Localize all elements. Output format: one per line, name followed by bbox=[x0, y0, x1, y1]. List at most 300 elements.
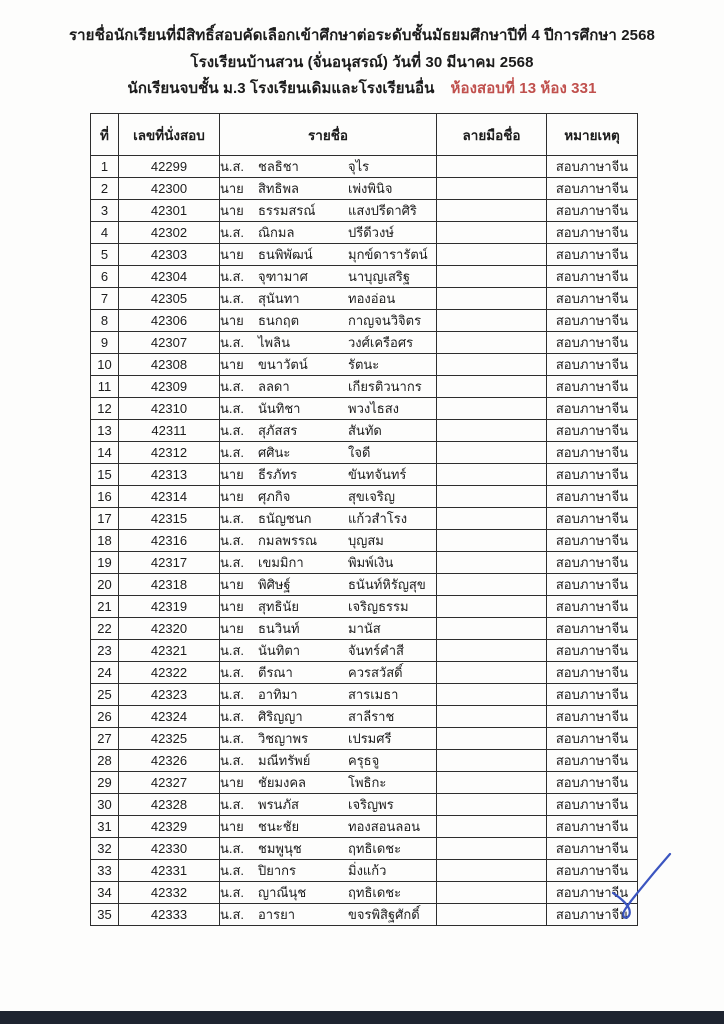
table-row bbox=[91, 552, 638, 574]
name-title: น.ส. bbox=[220, 423, 245, 438]
seat-number-cell: 42315 bbox=[119, 508, 220, 530]
first-name: กมลพรรณ bbox=[258, 533, 318, 548]
seat-number-cell: 42304 bbox=[119, 266, 220, 288]
student-name-cell bbox=[220, 222, 437, 244]
name-title: น.ส. bbox=[220, 643, 245, 658]
seat-number-cell: 42301 bbox=[119, 200, 220, 222]
first-name: ปิยากร bbox=[258, 863, 297, 878]
first-name: สุนันทา bbox=[258, 291, 300, 306]
seat-number-cell: 42332 bbox=[119, 882, 220, 904]
table-row bbox=[91, 860, 638, 882]
name-title: น.ส. bbox=[220, 335, 245, 350]
student-name-cell bbox=[220, 332, 437, 354]
student-name-cell bbox=[220, 684, 437, 706]
row-number-cell: 14 bbox=[91, 442, 119, 464]
name-title: น.ส. bbox=[220, 863, 245, 878]
remark-cell: สอบภาษาจีน bbox=[547, 178, 638, 200]
table-row bbox=[91, 684, 638, 706]
student-name-cell bbox=[220, 200, 437, 222]
seat-number-cell: 42323 bbox=[119, 684, 220, 706]
student-name-cell bbox=[220, 398, 437, 420]
col-header-number: ที่ bbox=[91, 114, 119, 156]
row-number-cell: 18 bbox=[91, 530, 119, 552]
document-header bbox=[0, 0, 724, 98]
table-row bbox=[91, 596, 638, 618]
student-name-cell bbox=[220, 288, 437, 310]
seat-number-cell: 42299 bbox=[119, 156, 220, 178]
name-title: นาย bbox=[220, 247, 244, 262]
name-title: น.ส. bbox=[220, 511, 245, 526]
table-row bbox=[91, 794, 638, 816]
signature-cell bbox=[437, 882, 547, 904]
col-header-remark: หมายเหตุ bbox=[547, 114, 638, 156]
student-list-table bbox=[90, 113, 638, 926]
remark-cell: สอบภาษาจีน bbox=[547, 156, 638, 178]
name-title: นาย bbox=[220, 357, 244, 372]
student-name-cell bbox=[220, 772, 437, 794]
remark-cell: สอบภาษาจีน bbox=[547, 442, 638, 464]
name-title: น.ส. bbox=[220, 445, 245, 460]
remark-cell: สอบภาษาจีน bbox=[547, 222, 638, 244]
name-title: น.ส. bbox=[220, 401, 245, 416]
last-name: ขจรพิสิฐศักดิ์ bbox=[348, 907, 420, 922]
seat-number-cell: 42305 bbox=[119, 288, 220, 310]
name-title: น.ส. bbox=[220, 269, 245, 284]
remark-cell: สอบภาษาจีน bbox=[547, 200, 638, 222]
remark-cell: สอบภาษาจีน bbox=[547, 794, 638, 816]
signature-cell bbox=[437, 772, 547, 794]
first-name: นันทิตา bbox=[258, 643, 301, 658]
table-row bbox=[91, 904, 638, 926]
table-row bbox=[91, 464, 638, 486]
remark-cell: สอบภาษาจีน bbox=[547, 596, 638, 618]
signature-cell bbox=[437, 530, 547, 552]
row-number-cell: 3 bbox=[91, 200, 119, 222]
signature-cell bbox=[437, 442, 547, 464]
row-number-cell: 4 bbox=[91, 222, 119, 244]
last-name: สารเมธา bbox=[348, 687, 399, 702]
row-number-cell: 34 bbox=[91, 882, 119, 904]
student-name-cell bbox=[220, 794, 437, 816]
student-name-cell bbox=[220, 640, 437, 662]
name-title: นาย bbox=[220, 599, 244, 614]
first-name: ศิริญญา bbox=[258, 709, 303, 724]
student-name-cell bbox=[220, 574, 437, 596]
row-number-cell: 9 bbox=[91, 332, 119, 354]
row-number-cell: 23 bbox=[91, 640, 119, 662]
signature-cell bbox=[437, 860, 547, 882]
seat-number-cell: 42311 bbox=[119, 420, 220, 442]
student-name-cell bbox=[220, 552, 437, 574]
table-row bbox=[91, 420, 638, 442]
first-name: ชลธิชา bbox=[258, 159, 299, 174]
signature-cell bbox=[437, 222, 547, 244]
name-title: น.ส. bbox=[220, 225, 245, 240]
exam-room-label: ห้องสอบที่ 13 ห้อง 331 bbox=[450, 80, 597, 97]
student-name-cell bbox=[220, 244, 437, 266]
seat-number-cell: 42326 bbox=[119, 750, 220, 772]
seat-number-cell: 42302 bbox=[119, 222, 220, 244]
signature-cell bbox=[437, 244, 547, 266]
student-name-cell bbox=[220, 310, 437, 332]
name-title: น.ส. bbox=[220, 885, 245, 900]
first-name: เขมมิกา bbox=[258, 555, 304, 570]
remark-cell: สอบภาษาจีน bbox=[547, 310, 638, 332]
first-name: ธีรภัทร bbox=[258, 467, 298, 482]
col-header-signature: ลายมือชื่อ bbox=[437, 114, 547, 156]
first-name: ธรรมสรณ์ bbox=[258, 203, 316, 218]
table-row bbox=[91, 354, 638, 376]
col-header-seat-number: เลขที่นั่งสอบ bbox=[119, 114, 220, 156]
student-name-cell bbox=[220, 882, 437, 904]
signature-cell bbox=[437, 266, 547, 288]
name-title: น.ส. bbox=[220, 731, 245, 746]
student-name-cell bbox=[220, 838, 437, 860]
student-name-cell bbox=[220, 728, 437, 750]
first-name: จุฑามาศ bbox=[258, 269, 308, 284]
first-name: ขนาวัตน์ bbox=[258, 357, 308, 372]
row-number-cell: 22 bbox=[91, 618, 119, 640]
signature-cell bbox=[437, 618, 547, 640]
student-name-cell bbox=[220, 596, 437, 618]
first-name: นันทิชา bbox=[258, 401, 301, 416]
name-title: น.ส. bbox=[220, 291, 245, 306]
remark-cell: สอบภาษาจีน bbox=[547, 662, 638, 684]
first-name: วิชญาพร bbox=[258, 731, 309, 746]
row-number-cell: 28 bbox=[91, 750, 119, 772]
remark-cell: สอบภาษาจีน bbox=[547, 398, 638, 420]
signature-cell bbox=[437, 398, 547, 420]
signature-cell bbox=[437, 662, 547, 684]
table-row bbox=[91, 640, 638, 662]
seat-number-cell: 42319 bbox=[119, 596, 220, 618]
signature-cell bbox=[437, 750, 547, 772]
signature-cell bbox=[437, 332, 547, 354]
name-title: นาย bbox=[220, 819, 244, 834]
row-number-cell: 10 bbox=[91, 354, 119, 376]
remark-cell: สอบภาษาจีน bbox=[547, 618, 638, 640]
student-name-cell bbox=[220, 420, 437, 442]
last-name: ทองอ่อน bbox=[348, 291, 396, 306]
remark-cell: สอบภาษาจีน bbox=[547, 684, 638, 706]
seat-number-cell: 42307 bbox=[119, 332, 220, 354]
student-name-cell bbox=[220, 156, 437, 178]
table-row bbox=[91, 662, 638, 684]
seat-number-cell: 42330 bbox=[119, 838, 220, 860]
signature-cell bbox=[437, 376, 547, 398]
table-row bbox=[91, 442, 638, 464]
seat-number-cell: 42329 bbox=[119, 816, 220, 838]
first-name: ชนะชัย bbox=[258, 819, 300, 834]
last-name: พวงไธสง bbox=[348, 401, 399, 416]
last-name: วงศ์เครือศร bbox=[348, 335, 414, 350]
student-name-cell bbox=[220, 904, 437, 926]
col-header-name: รายชื่อ bbox=[220, 114, 437, 156]
name-title: นาย bbox=[220, 489, 244, 504]
row-number-cell: 21 bbox=[91, 596, 119, 618]
first-name: อาทิมา bbox=[258, 687, 298, 702]
last-name: สาลีราช bbox=[348, 709, 395, 724]
seat-number-cell: 42321 bbox=[119, 640, 220, 662]
student-name-cell bbox=[220, 464, 437, 486]
last-name: พิมพ์เงิน bbox=[348, 555, 394, 570]
last-name: ขันทจันทร์ bbox=[348, 467, 407, 482]
signature-cell bbox=[437, 354, 547, 376]
seat-number-cell: 42316 bbox=[119, 530, 220, 552]
last-name: สุขเจริญ bbox=[348, 489, 395, 504]
seat-number-cell: 42331 bbox=[119, 860, 220, 882]
name-title: น.ส. bbox=[220, 533, 245, 548]
signature-cell bbox=[437, 640, 547, 662]
remark-cell: สอบภาษาจีน bbox=[547, 904, 638, 926]
first-name: ธนพิพัฒน์ bbox=[258, 247, 313, 262]
table-row bbox=[91, 574, 638, 596]
first-name: ศุภกิจ bbox=[258, 489, 291, 504]
first-name: สุทธินัย bbox=[258, 599, 299, 614]
first-name: ตีรณา bbox=[258, 665, 293, 680]
student-name-cell bbox=[220, 354, 437, 376]
seat-number-cell: 42306 bbox=[119, 310, 220, 332]
last-name: ครุธจู bbox=[348, 753, 380, 768]
row-number-cell: 20 bbox=[91, 574, 119, 596]
last-name: ใจดี bbox=[348, 445, 371, 460]
table-row bbox=[91, 618, 638, 640]
remark-cell: สอบภาษาจีน bbox=[547, 244, 638, 266]
row-number-cell: 17 bbox=[91, 508, 119, 530]
table-row bbox=[91, 882, 638, 904]
name-title: น.ส. bbox=[220, 797, 245, 812]
remark-cell: สอบภาษาจีน bbox=[547, 464, 638, 486]
row-number-cell: 24 bbox=[91, 662, 119, 684]
table-row bbox=[91, 310, 638, 332]
table-row bbox=[91, 508, 638, 530]
remark-cell: สอบภาษาจีน bbox=[547, 266, 638, 288]
table-row bbox=[91, 816, 638, 838]
table-row bbox=[91, 376, 638, 398]
last-name: เพ่งพินิจ bbox=[348, 181, 393, 196]
signature-cell bbox=[437, 420, 547, 442]
row-number-cell: 33 bbox=[91, 860, 119, 882]
signature-cell bbox=[437, 508, 547, 530]
seat-number-cell: 42322 bbox=[119, 662, 220, 684]
seat-number-cell: 42320 bbox=[119, 618, 220, 640]
remark-cell: สอบภาษาจีน bbox=[547, 354, 638, 376]
school-and-date-line: โรงเรียนบ้านสวน (จั่นอนุสรณ์) วันที่ 30 มีนาคม 2568 bbox=[190, 53, 534, 71]
first-name: พิศิษฐ์ bbox=[258, 577, 291, 592]
table-row bbox=[91, 530, 638, 552]
student-name-cell bbox=[220, 750, 437, 772]
student-name-cell bbox=[220, 530, 437, 552]
group-and-room-line bbox=[0, 81, 724, 98]
table-row bbox=[91, 838, 638, 860]
name-title: น.ส. bbox=[220, 665, 245, 680]
first-name: สุภัสสร bbox=[258, 423, 298, 438]
signature-cell bbox=[437, 310, 547, 332]
signature-cell bbox=[437, 596, 547, 618]
remark-cell: สอบภาษาจีน bbox=[547, 574, 638, 596]
table-row bbox=[91, 178, 638, 200]
table-row bbox=[91, 288, 638, 310]
row-number-cell: 12 bbox=[91, 398, 119, 420]
seat-number-cell: 42312 bbox=[119, 442, 220, 464]
first-name: อารยา bbox=[258, 907, 296, 922]
signature-cell bbox=[437, 288, 547, 310]
row-number-cell: 29 bbox=[91, 772, 119, 794]
last-name: ทองสอนลอน bbox=[348, 819, 421, 834]
student-name-cell bbox=[220, 178, 437, 200]
seat-number-cell: 42317 bbox=[119, 552, 220, 574]
remark-cell: สอบภาษาจีน bbox=[547, 508, 638, 530]
last-name: แสงปรีดาศิริ bbox=[348, 203, 417, 218]
last-name: เกียรติวนากร bbox=[348, 379, 422, 394]
name-title: นาย bbox=[220, 181, 244, 196]
seat-number-cell: 42324 bbox=[119, 706, 220, 728]
name-title: นาย bbox=[220, 467, 244, 482]
first-name: ญาณีนุช bbox=[258, 885, 307, 900]
first-name: ณิกมล bbox=[258, 225, 295, 240]
student-name-cell bbox=[220, 376, 437, 398]
first-name: ชัยมงคล bbox=[258, 775, 307, 790]
scan-edge-bar bbox=[0, 1011, 724, 1024]
student-name-cell bbox=[220, 860, 437, 882]
row-number-cell: 19 bbox=[91, 552, 119, 574]
first-name: ธนกฤต bbox=[258, 313, 300, 328]
table-row bbox=[91, 398, 638, 420]
row-number-cell: 15 bbox=[91, 464, 119, 486]
last-name: มิ่งแก้ว bbox=[348, 863, 387, 878]
seat-number-cell: 42303 bbox=[119, 244, 220, 266]
seat-number-cell: 42314 bbox=[119, 486, 220, 508]
remark-cell: สอบภาษาจีน bbox=[547, 640, 638, 662]
row-number-cell: 35 bbox=[91, 904, 119, 926]
remark-cell: สอบภาษาจีน bbox=[547, 530, 638, 552]
seat-number-cell: 42308 bbox=[119, 354, 220, 376]
first-name: พรนภัส bbox=[258, 797, 299, 812]
remark-cell: สอบภาษาจีน bbox=[547, 420, 638, 442]
last-name: รัตนะ bbox=[348, 357, 380, 372]
row-number-cell: 32 bbox=[91, 838, 119, 860]
last-name: จุไร bbox=[348, 159, 370, 174]
student-name-cell bbox=[220, 618, 437, 640]
name-title: น.ส. bbox=[220, 709, 245, 724]
row-number-cell: 2 bbox=[91, 178, 119, 200]
signature-cell bbox=[437, 794, 547, 816]
student-name-cell bbox=[220, 706, 437, 728]
last-name: ควรสวัสดิ์ bbox=[348, 665, 403, 680]
signature-cell bbox=[437, 706, 547, 728]
row-number-cell: 11 bbox=[91, 376, 119, 398]
last-name: ฤทธิเดชะ bbox=[348, 841, 402, 856]
remark-cell: สอบภาษาจีน bbox=[547, 706, 638, 728]
name-title: นาย bbox=[220, 313, 244, 328]
last-name: เจริญพร bbox=[348, 797, 394, 812]
table-row bbox=[91, 244, 638, 266]
signature-cell bbox=[437, 178, 547, 200]
remark-cell: สอบภาษาจีน bbox=[547, 816, 638, 838]
signature-cell bbox=[437, 486, 547, 508]
last-name: ปรีดีวงษ์ bbox=[348, 225, 394, 240]
remark-cell: สอบภาษาจีน bbox=[547, 882, 638, 904]
signature-cell bbox=[437, 464, 547, 486]
signature-cell bbox=[437, 574, 547, 596]
first-name: ชมพูนุช bbox=[258, 841, 302, 856]
row-number-cell: 8 bbox=[91, 310, 119, 332]
first-name: ธนัญชนก bbox=[258, 511, 312, 526]
seat-number-cell: 42318 bbox=[119, 574, 220, 596]
table-body bbox=[91, 156, 638, 926]
table-row bbox=[91, 750, 638, 772]
last-name: จันทร์คำสี bbox=[348, 643, 404, 658]
name-title: น.ส. bbox=[220, 555, 245, 570]
seat-number-cell: 42313 bbox=[119, 464, 220, 486]
row-number-cell: 16 bbox=[91, 486, 119, 508]
table-row bbox=[91, 332, 638, 354]
signature-cell bbox=[437, 838, 547, 860]
name-title: น.ส. bbox=[220, 753, 245, 768]
table-row bbox=[91, 728, 638, 750]
name-title: น.ส. bbox=[220, 379, 245, 394]
remark-cell: สอบภาษาจีน bbox=[547, 552, 638, 574]
student-name-cell bbox=[220, 442, 437, 464]
name-title: น.ส. bbox=[220, 841, 245, 856]
row-number-cell: 26 bbox=[91, 706, 119, 728]
last-name: เจริญธรรม bbox=[348, 599, 409, 614]
name-title: นาย bbox=[220, 775, 244, 790]
name-title: นาย bbox=[220, 577, 244, 592]
last-name: กาญจนวิจิตร bbox=[348, 313, 422, 328]
signature-cell bbox=[437, 552, 547, 574]
seat-number-cell: 42328 bbox=[119, 794, 220, 816]
remark-cell: สอบภาษาจีน bbox=[547, 486, 638, 508]
last-name: โพธิกะ bbox=[348, 775, 387, 790]
blue-pen-checkmark bbox=[598, 846, 680, 930]
signature-cell bbox=[437, 904, 547, 926]
first-name: ธนวินท์ bbox=[258, 621, 300, 636]
last-name: นาบุญเสริฐ bbox=[348, 269, 411, 284]
last-name: แก้วสำโรง bbox=[348, 511, 408, 526]
last-name: ธนันท์หิรัญสุข bbox=[348, 577, 426, 592]
row-number-cell: 30 bbox=[91, 794, 119, 816]
name-title: น.ส. bbox=[220, 687, 245, 702]
seat-number-cell: 42325 bbox=[119, 728, 220, 750]
table-row bbox=[91, 200, 638, 222]
table-header-row bbox=[91, 114, 638, 156]
row-number-cell: 7 bbox=[91, 288, 119, 310]
student-name-cell bbox=[220, 266, 437, 288]
table-row bbox=[91, 156, 638, 178]
row-number-cell: 6 bbox=[91, 266, 119, 288]
last-name: สันทัด bbox=[348, 423, 382, 438]
row-number-cell: 13 bbox=[91, 420, 119, 442]
seat-number-cell: 42310 bbox=[119, 398, 220, 420]
student-name-cell bbox=[220, 662, 437, 684]
row-number-cell: 31 bbox=[91, 816, 119, 838]
remark-cell: สอบภาษาจีน bbox=[547, 860, 638, 882]
name-title: น.ส. bbox=[220, 159, 245, 174]
name-title: นาย bbox=[220, 621, 244, 636]
row-number-cell: 25 bbox=[91, 684, 119, 706]
signature-cell bbox=[437, 816, 547, 838]
remark-cell: สอบภาษาจีน bbox=[547, 332, 638, 354]
first-name: ลลดา bbox=[258, 379, 290, 394]
first-name: ศศินะ bbox=[258, 445, 291, 460]
remark-cell: สอบภาษาจีน bbox=[547, 750, 638, 772]
first-name: ไพลิน bbox=[258, 335, 290, 350]
remark-cell: สอบภาษาจีน bbox=[547, 838, 638, 860]
signature-cell bbox=[437, 684, 547, 706]
table-row bbox=[91, 706, 638, 728]
table-row bbox=[91, 486, 638, 508]
